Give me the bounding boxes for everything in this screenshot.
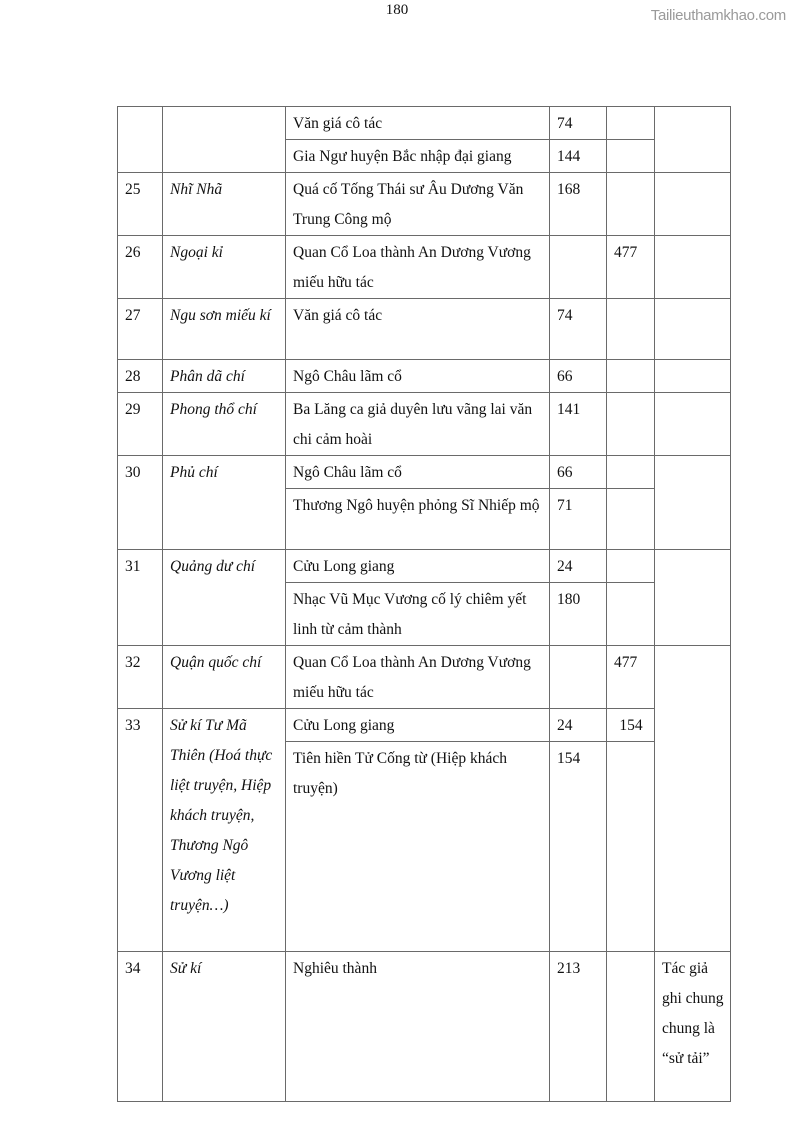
work-title: Nhạc Vũ Mục Vương cố lý chiêm yết linh từ cảm thành xyxy=(286,583,550,646)
table-row xyxy=(118,393,731,456)
row-number: 33 xyxy=(118,709,163,952)
table-row xyxy=(118,299,731,360)
row-number: 30 xyxy=(118,456,163,550)
row-number: 31 xyxy=(118,550,163,646)
page-number: 180 xyxy=(385,2,409,18)
value-1 xyxy=(550,646,607,709)
value-2 xyxy=(607,952,655,1102)
value-1: 144 xyxy=(550,140,607,173)
watermark: Tailieuthamkhao.com xyxy=(650,7,786,24)
row-number: 34 xyxy=(118,952,163,1102)
value-1: 141 xyxy=(550,393,607,456)
work-title: Ngô Châu lãm cổ xyxy=(286,360,550,393)
work-title: Tiên hiền Tử Cống từ (Hiệp khách truyện) xyxy=(286,742,550,952)
source-name: Ngu sơn miếu kí xyxy=(163,299,286,360)
note xyxy=(655,550,731,646)
table-row xyxy=(118,173,731,236)
note xyxy=(655,393,731,456)
note: Tác giả ghi chung chung là “sử tải” xyxy=(655,952,731,1102)
value-2 xyxy=(607,489,655,550)
source-name: Nhĩ Nhã xyxy=(163,173,286,236)
note xyxy=(655,236,731,299)
work-title: Thương Ngô huyện phỏng Sĩ Nhiếp mộ xyxy=(286,489,550,550)
value-2 xyxy=(607,550,655,583)
table-row xyxy=(118,236,731,299)
work-title: Ngô Châu lãm cổ xyxy=(286,456,550,489)
work-title: Cửu Long giang xyxy=(286,550,550,583)
note xyxy=(655,456,731,550)
work-title: Văn giá cô tác xyxy=(286,107,550,140)
source-name: Quận quốc chí xyxy=(163,646,286,709)
table-row xyxy=(118,952,731,1102)
works-table xyxy=(117,106,731,1102)
row-number: 28 xyxy=(118,360,163,393)
table-row xyxy=(118,360,731,393)
source-name: Ngoại kỉ xyxy=(163,236,286,299)
value-2 xyxy=(607,299,655,360)
value-1: 66 xyxy=(550,456,607,489)
note xyxy=(655,360,731,393)
value-2 xyxy=(607,173,655,236)
value-2 xyxy=(607,456,655,489)
row-number: 27 xyxy=(118,299,163,360)
value-2 xyxy=(607,393,655,456)
source-name: Sử kí xyxy=(163,952,286,1102)
table-row xyxy=(118,709,731,742)
value-1: 154 xyxy=(550,742,607,952)
source-name xyxy=(163,107,286,173)
value-2: 477 xyxy=(607,646,655,709)
source-name: Sử kí Tư Mã Thiên (Hoá thực liệt truyện, Hiệp khách truyện, Thương Ngô Vương liệt truyện…) xyxy=(163,709,286,952)
value-1: 74 xyxy=(550,299,607,360)
value-2 xyxy=(607,360,655,393)
note xyxy=(655,299,731,360)
value-2: 477 xyxy=(607,236,655,299)
value-1: 168 xyxy=(550,173,607,236)
source-name: Phong thổ chí xyxy=(163,393,286,456)
note xyxy=(655,107,731,173)
value-2 xyxy=(607,107,655,140)
work-title: Văn giá cô tác xyxy=(286,299,550,360)
value-1: 71 xyxy=(550,489,607,550)
row-number: 26 xyxy=(118,236,163,299)
row-number xyxy=(118,107,163,173)
value-2 xyxy=(607,742,655,952)
work-title: Quá cố Tống Thái sư Âu Dương Văn Trung Công mộ xyxy=(286,173,550,236)
row-number: 32 xyxy=(118,646,163,709)
work-title: Cửu Long giang xyxy=(286,709,550,742)
work-title: Nghiêu thành xyxy=(286,952,550,1102)
value-2 xyxy=(607,583,655,646)
source-name: Quảng dư chí xyxy=(163,550,286,646)
table-row xyxy=(118,107,731,140)
value-1: 24 xyxy=(550,550,607,583)
row-number: 29 xyxy=(118,393,163,456)
value-2: 154 xyxy=(607,709,655,742)
value-1: 180 xyxy=(550,583,607,646)
table-row xyxy=(118,550,731,583)
note xyxy=(655,646,731,952)
work-title: Ba Lăng ca giả duyên lưu vãng lai văn chi cảm hoài xyxy=(286,393,550,456)
row-number: 25 xyxy=(118,173,163,236)
work-title: Quan Cổ Loa thành An Dương Vương miếu hữu tác xyxy=(286,236,550,299)
value-1: 24 xyxy=(550,709,607,742)
work-title: Gia Ngư huyện Bắc nhập đại giang xyxy=(286,140,550,173)
value-1 xyxy=(550,236,607,299)
note xyxy=(655,173,731,236)
value-1: 213 xyxy=(550,952,607,1102)
value-1: 74 xyxy=(550,107,607,140)
table-row xyxy=(118,456,731,489)
value-1: 66 xyxy=(550,360,607,393)
table-row xyxy=(118,646,731,709)
source-name: Phân dã chí xyxy=(163,360,286,393)
source-name: Phủ chí xyxy=(163,456,286,550)
work-title: Quan Cổ Loa thành An Dương Vương miếu hữu tác xyxy=(286,646,550,709)
value-2 xyxy=(607,140,655,173)
